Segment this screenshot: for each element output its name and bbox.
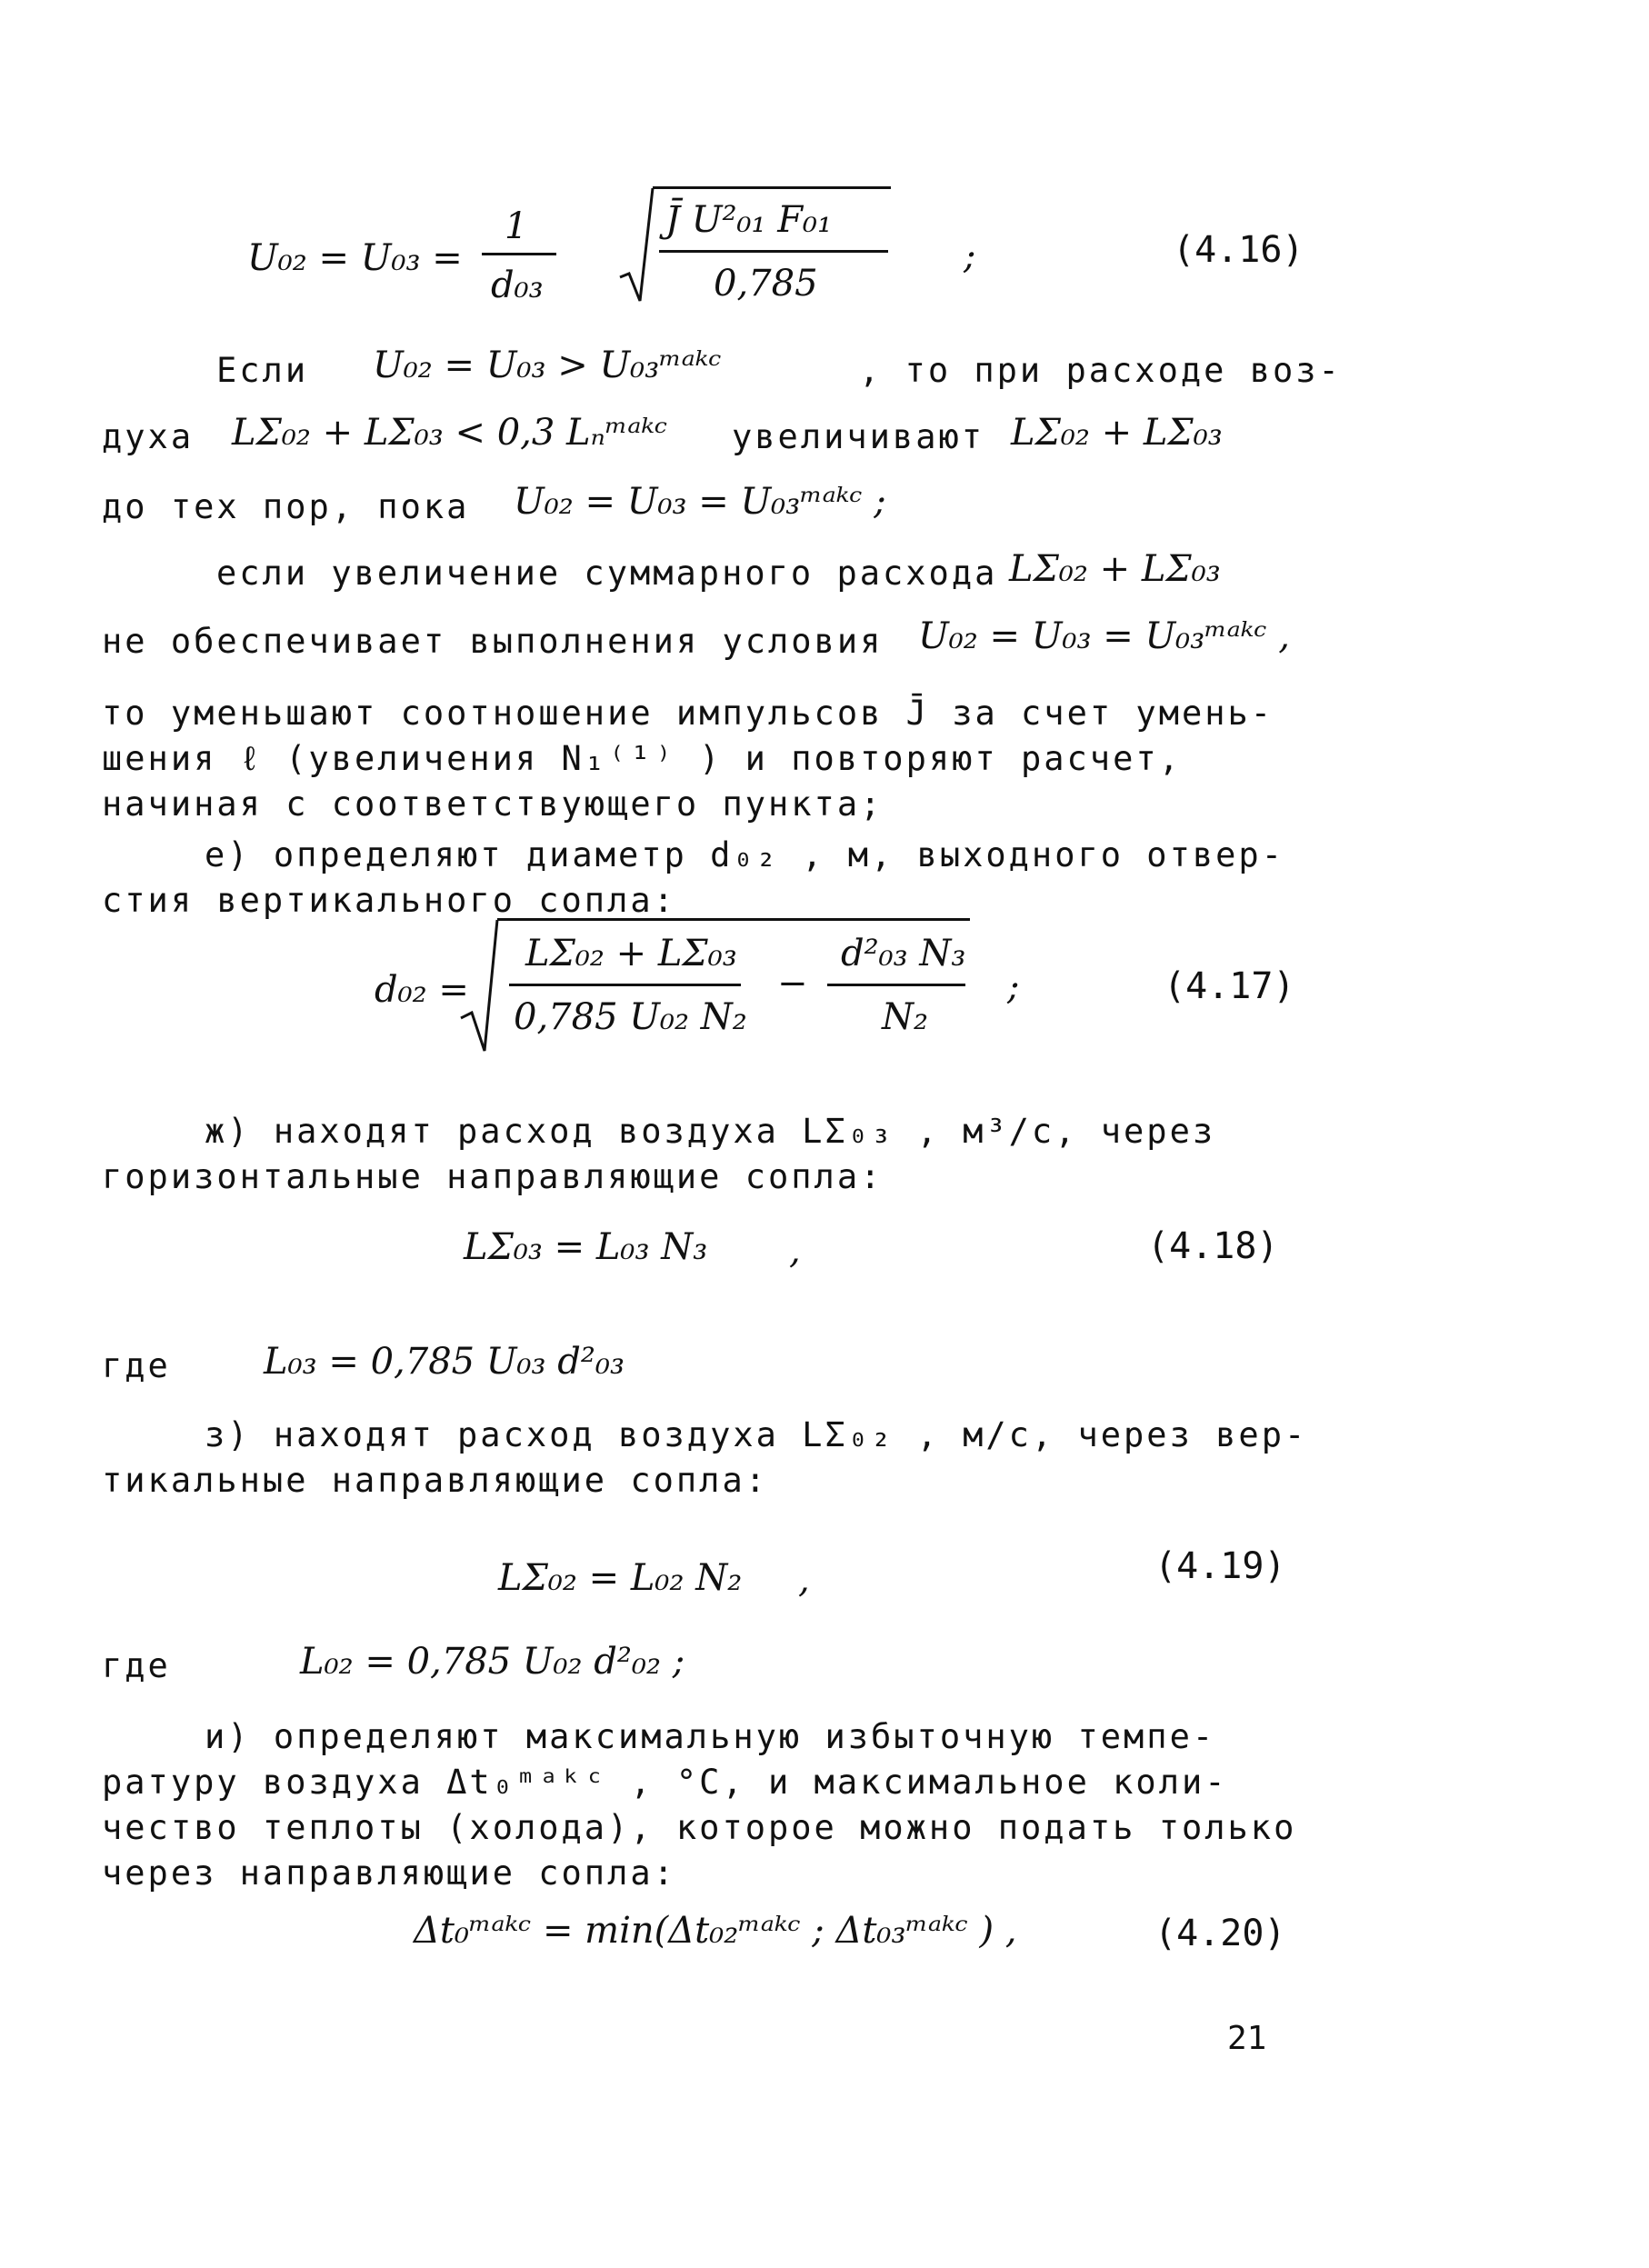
where1-label: где: [102, 1346, 171, 1385]
eq-4-17-radical-icon: [459, 918, 499, 1054]
eq-4-17-den2: N₂: [882, 996, 929, 1038]
p6-line4: через направляющие сопла:: [102, 1853, 676, 1893]
eq-4-20-expr: Δt₀ᵐᵃᵏᶜ = min(Δt₀₂ᵐᵃᵏᶜ ; Δt₀₃ᵐᵃᵏᶜ ) ,: [414, 1910, 1017, 1952]
p4-line2: горизонтальные направляющие сопла:: [102, 1157, 884, 1196]
eq-4-16-inner-bar: [659, 250, 888, 253]
eq-4-16-sep: ;: [964, 235, 976, 277]
eq-4-17-number: (4.17): [1164, 965, 1295, 1007]
eq-4-16-number: (4.16): [1173, 229, 1304, 271]
p5-line2: тикальные направляющие сопла:: [102, 1461, 769, 1500]
p2-line5: начиная с соответствующего пункта;: [102, 784, 884, 824]
eq-4-17-minus: −: [777, 963, 808, 1004]
eq-4-17-sep: ;: [1007, 966, 1020, 1008]
eq-4-17-radical-bar: [497, 918, 970, 921]
p3-line1: е) определяют диаметр d₀₂ , м, выходного отвер-: [205, 835, 1284, 874]
eq-4-16-lhs: U₀₂ = U₀₃ =: [247, 237, 463, 279]
eq-4-19-sep: ,: [798, 1559, 810, 1601]
p4-line1: ж) находят расход воздуха LΣ₀₃ , м³/с, через: [205, 1112, 1216, 1151]
p1-line2-text-mid: увеличивают: [732, 417, 985, 456]
p2-line3: то уменьшают соотношение импульсов J̄ за счет умень-: [102, 694, 1274, 733]
p1-line3-text: до тех пор, пока: [102, 487, 470, 526]
eq-4-20-number: (4.20): [1154, 1913, 1286, 1954]
p6-line3: чество теплоты (холода), которое можно подать только: [102, 1808, 1297, 1847]
p2-line2-text: не обеспечивает выполнения условия: [102, 622, 884, 661]
p1-line2-text: духа: [102, 417, 195, 456]
where2-label: где: [102, 1646, 171, 1685]
eq-4-16-frac-den: d₀₃: [491, 265, 544, 306]
p1-line2-math2: LΣ₀₂ + LΣ₀₃: [1011, 412, 1223, 454]
eq-4-17-num2: d²₀₃ N₃: [841, 933, 966, 974]
eq-4-16-frac-num: 1: [505, 205, 528, 247]
eq-4-16-rad-num: J̄ U²₀₁ F₀₁: [665, 199, 833, 241]
eq-4-18-number: (4.18): [1147, 1225, 1279, 1267]
eq-4-16-frac-bar: [482, 253, 556, 255]
p1-line2-math: LΣ₀₂ + LΣ₀₃ < 0,3 Lₙᵐᵃᵏᶜ: [232, 412, 668, 454]
where2-expr: L₀₂ = 0,785 U₀₂ d²₀₂ ;: [300, 1641, 685, 1683]
eq-4-16-radical-icon: [618, 186, 655, 305]
eq-4-17-frac2-bar: [827, 984, 965, 986]
eq-4-16-radical-bar: [653, 186, 891, 189]
eq-4-18-sep: ,: [789, 1230, 801, 1272]
eq-4-17-lhs: d₀₂ =: [375, 969, 469, 1011]
page-number: 21: [1227, 2020, 1267, 2057]
p1-line1-math: U₀₂ = U₀₃ > U₀₃ᵐᵃᵏᶜ: [373, 345, 722, 386]
p1-line3-math: U₀₂ = U₀₃ = U₀₃ᵐᵃᵏᶜ ;: [514, 481, 886, 523]
eq-4-19-number: (4.19): [1154, 1545, 1286, 1587]
eq-4-19-expr: LΣ₀₂ = L₀₂ N₂: [498, 1557, 743, 1599]
p6-line1: и) определяют максимальную избыточную темпе-: [205, 1717, 1216, 1756]
p6-line2: ратуру воздуха Δt₀ᵐᵃᵏᶜ , °С, и максимальное коли-: [102, 1763, 1228, 1802]
p2-line4: шения ℓ (увеличения N₁⁽¹⁾ ) и повторяют расчет,: [102, 739, 1182, 778]
p2-line2-math: U₀₂ = U₀₃ = U₀₃ᵐᵃᵏᶜ ,: [918, 615, 1290, 657]
p2-line1-math: LΣ₀₂ + LΣ₀₃: [1009, 548, 1221, 590]
where1-expr: L₀₃ = 0,785 U₀₃ d²₀₃: [264, 1341, 625, 1383]
p5-line1: з) находят расход воздуха LΣ₀₂ , м/с, через вер-: [205, 1415, 1308, 1454]
p2-line1-text: если увеличение суммарного расхода: [216, 554, 998, 593]
eq-4-18-expr: LΣ₀₃ = L₀₃ N₃: [464, 1226, 708, 1268]
p1-line1-text-end: , то при расходе воз-: [859, 351, 1342, 390]
p1-line1-text: Если: [216, 351, 309, 390]
eq-4-17-den1: 0,785 U₀₂ N₂: [514, 996, 747, 1038]
p3-line2: стия вертикального сопла:: [102, 881, 676, 920]
eq-4-17-frac1-bar: [509, 984, 741, 986]
eq-4-17-num1: LΣ₀₂ + LΣ₀₃: [525, 933, 737, 974]
eq-4-16-rad-den: 0,785: [714, 263, 818, 305]
